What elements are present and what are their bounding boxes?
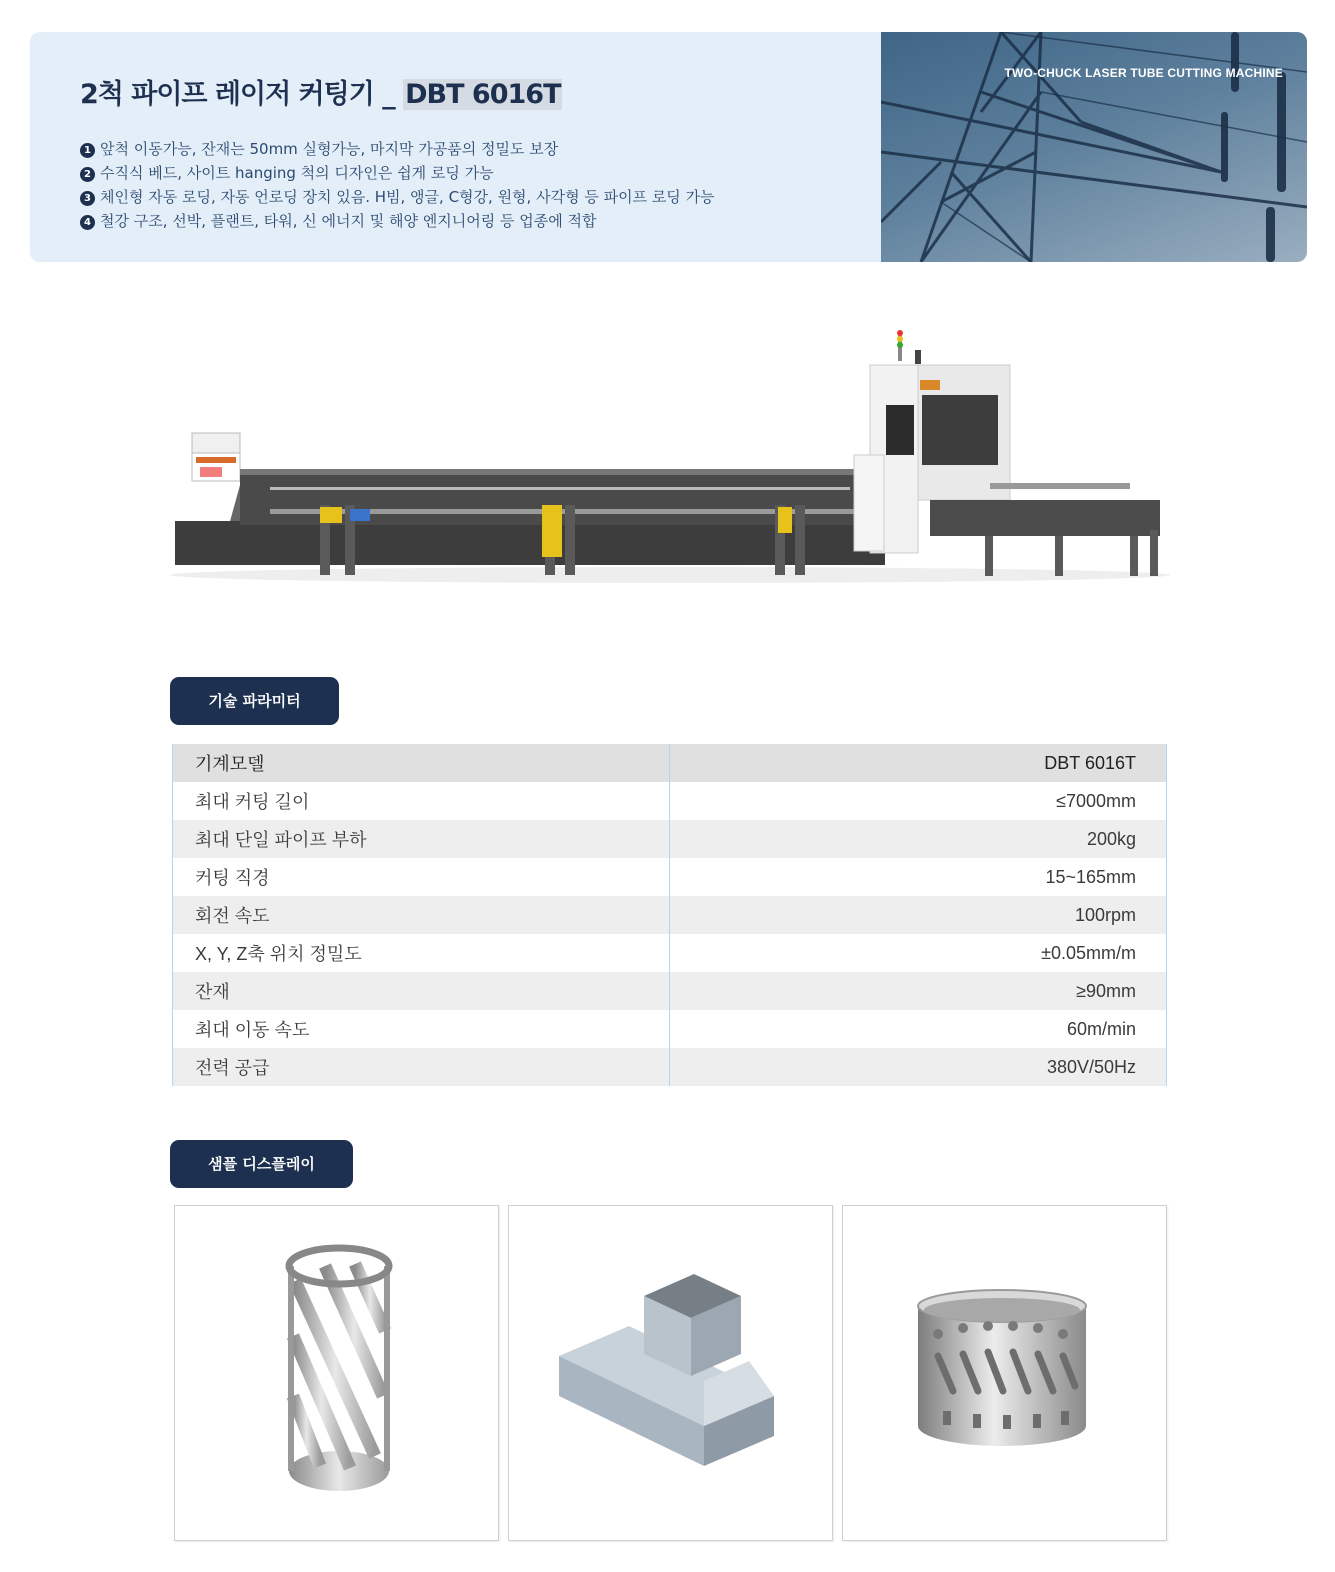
photo-caption: TWO-CHUCK LASER TUBE CUTTING MACHINE [1004, 66, 1283, 80]
feature-text-4: 철강 구조, 선박, 플랜트, 타워, 신 에너지 및 해양 엔지니어링 등 업종에 적합 [100, 212, 597, 230]
product-banner [30, 32, 1307, 262]
feature-text-2: 수직식 베드, 사이트 hanging 척의 디자인은 쉽게 로딩 가능 [100, 164, 494, 182]
spec-value: 200kg [670, 820, 1167, 858]
spec-key: 기계모델 [173, 744, 670, 782]
sample-image-perforated-ring [842, 1205, 1167, 1541]
spec-row [173, 1010, 1167, 1048]
feature-item-2 [80, 161, 880, 185]
feature-text-1: 앞척 이동가능, 잔재는 50mm 실형가능, 마지막 가공품의 정밀도 보장 [100, 140, 559, 158]
spec-value: ≥90mm [670, 972, 1167, 1010]
spec-row [173, 896, 1167, 934]
spec-value: ≤7000mm [670, 782, 1167, 820]
feature-item-3 [80, 185, 880, 209]
spec-key: 커팅 직경 [173, 858, 670, 896]
sample-image-spiral-tube [174, 1205, 499, 1541]
spec-row [173, 858, 1167, 896]
spec-key: 최대 단일 파이프 부하 [173, 820, 670, 858]
machine-image [170, 325, 1170, 585]
power-tower-photo [881, 32, 1307, 262]
spec-row [173, 744, 1167, 782]
spec-value: DBT 6016T [670, 744, 1167, 782]
spec-key: 전력 공급 [173, 1048, 670, 1086]
spec-key: X, Y, Z축 위치 정밀도 [173, 934, 670, 972]
samples-section-label: 샘플 디스플레이 [170, 1140, 353, 1188]
feature-number-3: 3 [80, 191, 95, 206]
spec-key: 잔재 [173, 972, 670, 1010]
feature-number-4: 4 [80, 215, 95, 230]
laser-tube-cutter-illustration [170, 325, 1170, 585]
sample-image-square-tube [508, 1205, 833, 1541]
spec-key: 최대 이동 속도 [173, 1010, 670, 1048]
feature-item-1 [80, 137, 880, 161]
feature-text-3: 체인형 자동 로딩, 자동 언로딩 장치 있음. H빔, 앵글, C형강, 원형, 사각형 등 파이프 로딩 가능 [100, 188, 715, 206]
perforated-ring-graphic [843, 1206, 1166, 1540]
spec-key: 회전 속도 [173, 896, 670, 934]
title-model: DBT 6016T [405, 79, 561, 110]
banner-text [80, 72, 880, 233]
spec-value: 60m/min [670, 1010, 1167, 1048]
spec-value: ±0.05mm/m [670, 934, 1167, 972]
spec-row [173, 820, 1167, 858]
title-prefix: 2척 파이프 레이저 커팅기 _ [80, 79, 404, 110]
spec-value: 15~165mm [670, 858, 1167, 896]
spiral-cut-tube-graphic [175, 1206, 498, 1540]
spec-table [172, 744, 1167, 1086]
feature-number-2: 2 [80, 167, 95, 182]
page-title [80, 72, 880, 111]
spec-row [173, 782, 1167, 820]
spec-row [173, 934, 1167, 972]
square-tube-joint-graphic [509, 1206, 832, 1540]
feature-number-1: 1 [80, 143, 95, 158]
params-section-label: 기술 파라미터 [170, 677, 339, 725]
spec-value: 100rpm [670, 896, 1167, 934]
spec-row [173, 1048, 1167, 1086]
spec-value: 380V/50Hz [670, 1048, 1167, 1086]
feature-item-4 [80, 209, 880, 233]
spec-row [173, 972, 1167, 1010]
spec-key: 최대 커팅 길이 [173, 782, 670, 820]
